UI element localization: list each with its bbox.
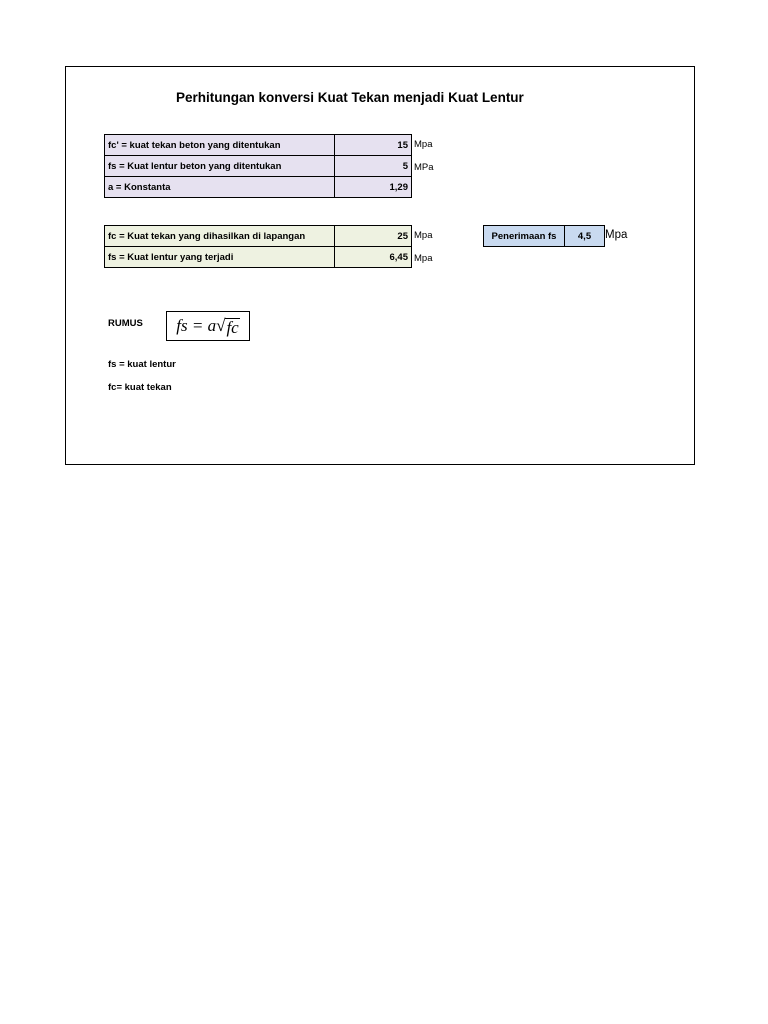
penerimaan-unit: Mpa (605, 229, 628, 241)
input-label[interactable]: a = Konstanta (105, 177, 335, 198)
input-label[interactable]: fs = Kuat lentur beton yang ditentukan (105, 156, 335, 177)
result-value[interactable]: 25 (335, 226, 412, 247)
note-fs: fs = kuat lentur (108, 359, 176, 370)
input-table (104, 134, 412, 198)
radical-sign-icon: √ (216, 316, 226, 335)
rumus-label: RUMUS (108, 318, 143, 329)
input-value[interactable]: 15 (335, 135, 412, 156)
unit-label: Mpa (414, 139, 433, 150)
unit-label: Mpa (414, 253, 433, 264)
result-value[interactable]: 6,45 (335, 247, 412, 268)
formula-lhs: fs = a (176, 316, 217, 335)
sqrt-symbol (216, 316, 240, 336)
penerimaan-value[interactable]: 4,5 (577, 230, 592, 242)
result-label[interactable]: fs = Kuat lentur yang terjadi (105, 247, 335, 268)
table-row (105, 226, 412, 247)
input-label[interactable]: fc' = kuat tekan beton yang ditentukan (105, 135, 335, 156)
penerimaan-box (483, 225, 605, 247)
input-value[interactable]: 5 (335, 156, 412, 177)
table-row (105, 177, 412, 198)
note-fc: fc= kuat tekan (108, 382, 172, 393)
table-row (105, 247, 412, 268)
table-row (105, 156, 412, 177)
table-row (105, 135, 412, 156)
result-table (104, 225, 412, 268)
page-title: Perhitungan konversi Kuat Tekan menjadi Kuat Lentur (176, 90, 524, 105)
unit-label: Mpa (414, 230, 433, 241)
input-value[interactable]: 1,29 (335, 177, 412, 198)
result-label[interactable]: fc = Kuat tekan yang dihasilkan di lapangan (105, 226, 335, 247)
penerimaan-label[interactable]: Penerimaan fs (484, 226, 565, 246)
formula-image[interactable] (166, 311, 250, 341)
unit-label: MPa (414, 162, 434, 173)
formula-radicand: fc (226, 318, 239, 337)
